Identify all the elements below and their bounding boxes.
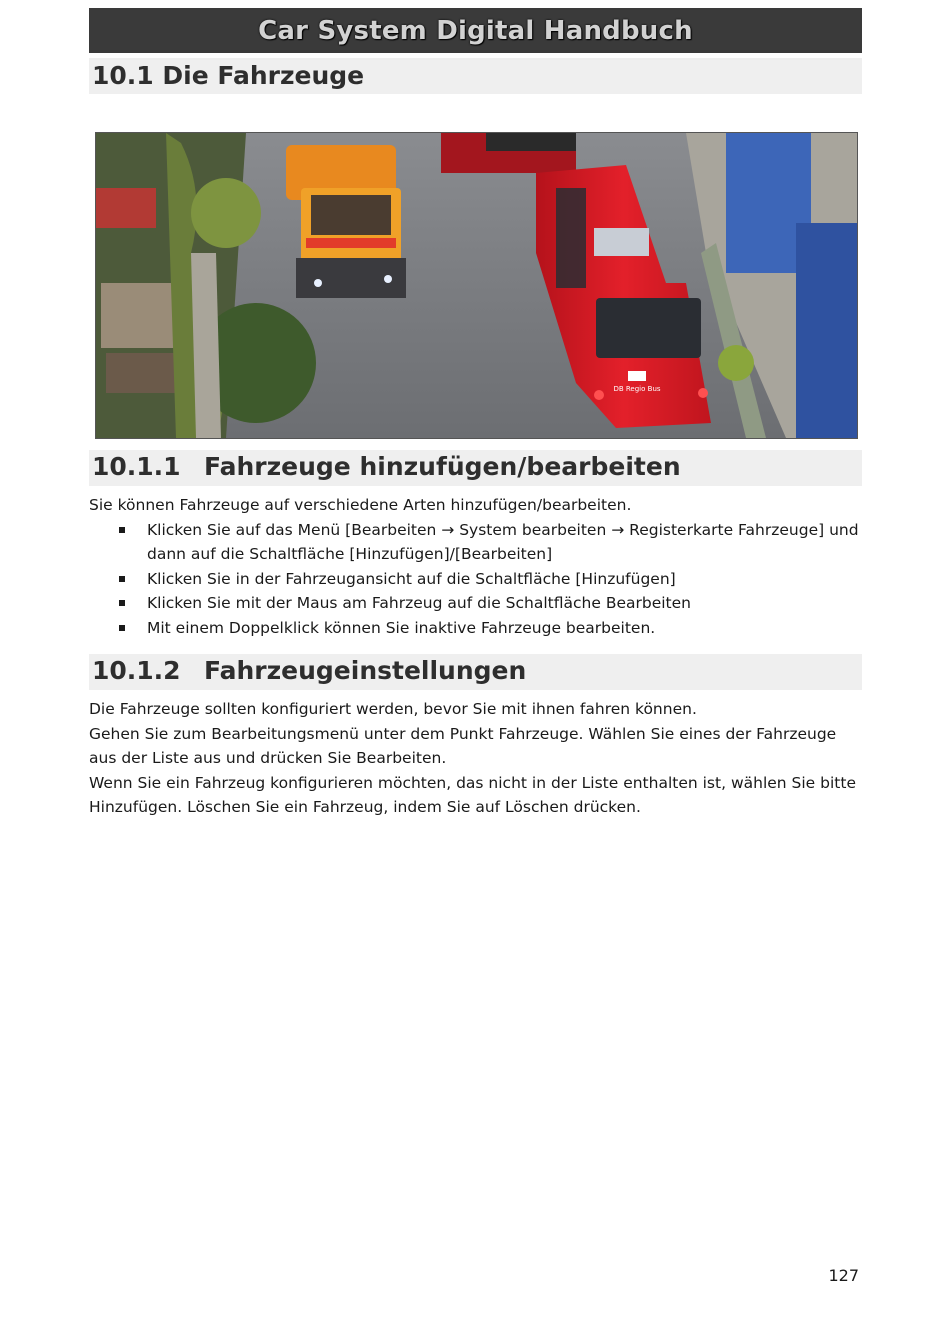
- paragraph: Gehen Sie zum Bearbeitungsmenü unter dem Punkt Fahrzeuge. Wählen Sie eines der Fahrzeuge aus der Liste aus und drücken Sie Bearbeiten.: [89, 724, 837, 768]
- page-number: 127: [828, 1266, 859, 1285]
- list-item: Mit einem Doppelklick können Sie inaktive Fahrzeuge bearbeiten.: [89, 616, 859, 641]
- section-title: 10.1 Die Fahrzeuge: [92, 61, 365, 90]
- list-item: Klicken Sie mit der Maus am Fahrzeug auf die Schaltfläche Bearbeiten: [89, 591, 859, 616]
- subsection-number: 10.1.1: [92, 452, 181, 481]
- subsection-1-body: [89, 493, 859, 641]
- bus-label: DB Regio Bus: [613, 385, 661, 393]
- intro-paragraph: Sie können Fahrzeuge auf verschiedene Arten hinzufügen/bearbeiten.: [89, 496, 632, 514]
- list-item: Klicken Sie in der Fahrzeugansicht auf die Schaltfläche [Hinzufügen]: [89, 567, 859, 592]
- paragraph: Wenn Sie ein Fahrzeug konfigurieren möchten, das nicht in der Liste enthalten ist, wählen Sie bitte Hinzufügen. Löschen Sie ein Fahrzeug, indem Sie auf Löschen drücken.: [89, 773, 856, 817]
- subsection-number: 10.1.2: [92, 656, 181, 685]
- subsection-heading-1: [89, 450, 862, 486]
- bullet-list: [89, 518, 859, 641]
- list-item: Klicken Sie auf das Menü [Bearbeiten → System bearbeiten → Registerkarte Fahrzeuge] und dann auf die Schaltfläche [Hinzufügen]/[Bearbeiten]: [89, 518, 859, 567]
- subsection-title: Fahrzeuge hinzufügen/bearbeiten: [204, 452, 681, 481]
- document-header: [89, 8, 862, 53]
- model-vehicles-photo: [95, 132, 858, 439]
- paragraph: Die Fahrzeuge sollten konfiguriert werden, bevor Sie mit ihnen fahren können.: [89, 700, 697, 718]
- subsection-title: Fahrzeugeinstellungen: [204, 656, 527, 685]
- section-heading: [89, 58, 862, 94]
- subsection-2-body: [89, 697, 859, 820]
- document-title: Car System Digital Handbuch: [258, 15, 693, 46]
- photo-illustration: [96, 133, 857, 438]
- subsection-heading-2: [89, 654, 862, 690]
